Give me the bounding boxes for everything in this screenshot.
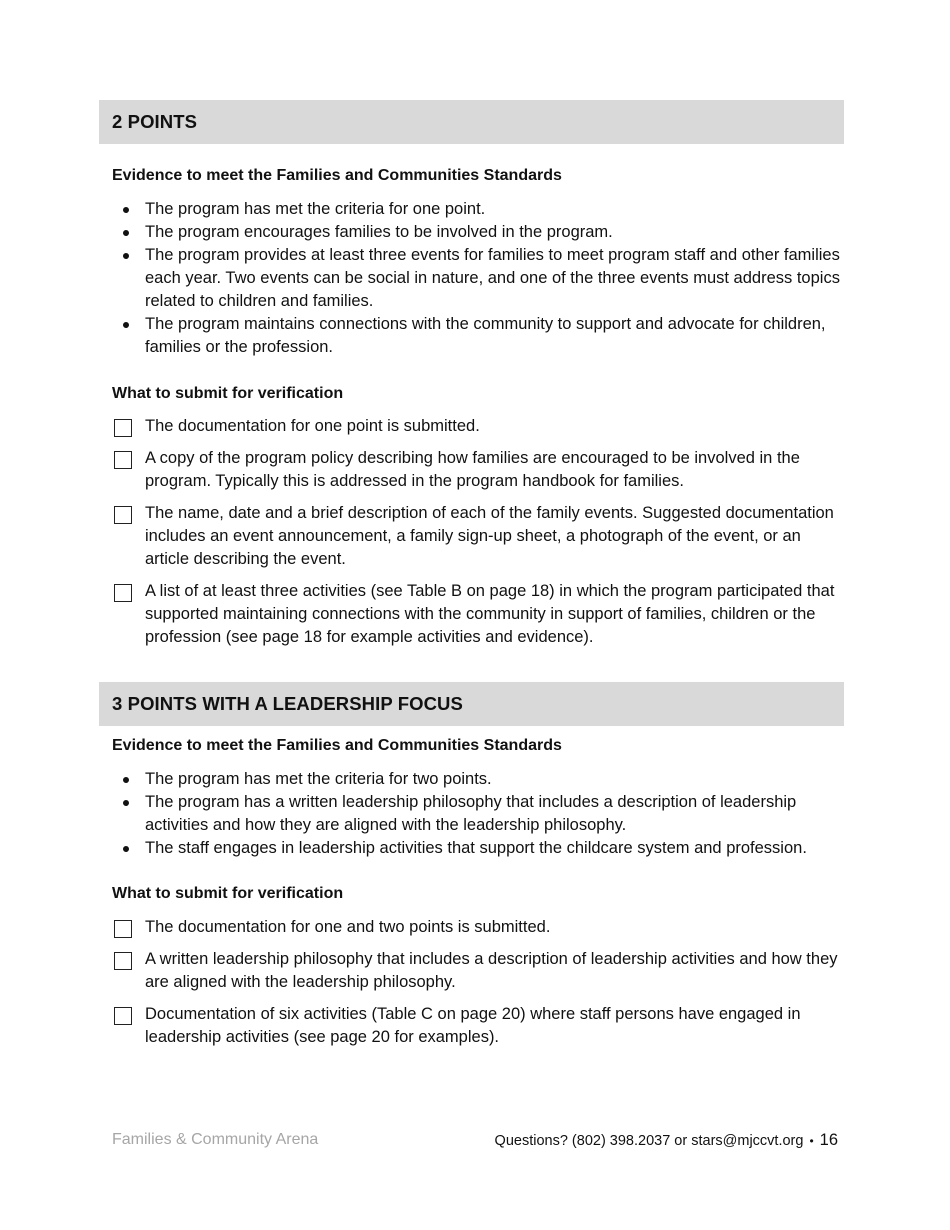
- checklist-item: [112, 948, 842, 994]
- checklist-item-text: The documentation for one and two points is submitted.: [145, 918, 551, 936]
- checklist-item-text: The name, date and a brief description of each of the family events. Suggested documentation includes an event announcement, a family sign-up sheet, a photograph of the event, or an article describing the event.: [145, 504, 834, 568]
- checklist-item: [112, 502, 842, 571]
- list-item: [112, 837, 842, 860]
- list-item-text: The program has a written leadership philosophy that includes a description of leadership activities and how they are aligned with the leadership philosophy.: [145, 793, 797, 834]
- list-item-text: The staff engages in leadership activities that support the childcare system and profession.: [145, 839, 807, 857]
- list-item: [112, 198, 842, 221]
- evidence-heading: Evidence to meet the Families and Communities Standards: [112, 167, 562, 184]
- checklist-item-text: A written leadership philosophy that includes a description of leadership activities and how they are aligned with the leadership philosophy.: [145, 950, 838, 991]
- list-item-text: The program encourages families to be involved in the program.: [145, 223, 613, 241]
- section-title: 2 POINTS: [112, 111, 198, 132]
- section-header-3-points: [99, 682, 844, 726]
- footer-contact-text: Questions? (802) 398.2037 or stars@mjccvt.org: [494, 1133, 804, 1149]
- checklist-item: [112, 447, 842, 493]
- checklist-item-text: A list of at least three activities (see Table B on page 18) in which the program participated that supported maintaining connections with the community in support of families, children or the profession (see page 18 for example activities and evidence).: [145, 582, 835, 646]
- bullet-icon: [123, 207, 129, 213]
- list-item: [112, 313, 842, 359]
- bullet-icon: [123, 777, 129, 783]
- footer-arena-label: Families & Community Arena: [112, 1131, 319, 1148]
- checklist-item: [112, 415, 842, 438]
- checkbox[interactable]: [114, 920, 132, 938]
- list-item-text: The program has met the criteria for one point.: [145, 200, 486, 218]
- bullet-icon: [123, 322, 129, 328]
- bullet-icon: [123, 230, 129, 236]
- checkbox[interactable]: [114, 584, 132, 602]
- footer-contact: [495, 1131, 838, 1150]
- checkbox[interactable]: [114, 1007, 132, 1025]
- list-item: [112, 791, 842, 837]
- footer-separator: •: [809, 1134, 814, 1148]
- page-number: 16: [819, 1131, 838, 1149]
- submit-heading: What to submit for verification: [112, 385, 344, 402]
- list-item: [112, 221, 842, 244]
- bullet-icon: [123, 846, 129, 852]
- submit-heading: What to submit for verification: [112, 885, 344, 902]
- section-title: 3 POINTS WITH A LEADERSHIP FOCUS: [112, 693, 463, 714]
- list-item-text: The program maintains connections with the community to support and advocate for children, families or the profession.: [145, 315, 826, 356]
- checklist-item-text: A copy of the program policy describing how families are encouraged to be involved in the program. Typically this is addressed in the program handbook for families.: [145, 449, 800, 490]
- checklist-item: [112, 916, 842, 939]
- checklist-item-text: Documentation of six activities (Table C on page 20) where staff persons have engaged in leadership activities (see page 20 for examples).: [145, 1005, 801, 1046]
- checklist-item: [112, 580, 842, 649]
- list-item: [112, 244, 842, 313]
- checkbox[interactable]: [114, 451, 132, 469]
- list-item: [112, 768, 842, 791]
- list-item-text: The program has met the criteria for two points.: [145, 770, 492, 788]
- evidence-heading: Evidence to meet the Families and Communities Standards: [112, 737, 562, 754]
- evidence-list: [112, 198, 842, 359]
- section-header-2-points: [99, 100, 844, 144]
- bullet-icon: [123, 800, 129, 806]
- submit-checklist: [112, 415, 842, 658]
- checkbox[interactable]: [114, 952, 132, 970]
- checklist-item-text: The documentation for one point is submitted.: [145, 417, 480, 435]
- list-item-text: The program provides at least three events for families to meet program staff and other families each year. Two events can be social in nature, and one of the three events must address topics related to children and families.: [145, 246, 840, 310]
- checkbox[interactable]: [114, 419, 132, 437]
- evidence-list: [112, 768, 842, 860]
- submit-checklist: [112, 916, 842, 1058]
- bullet-icon: [123, 253, 129, 259]
- checkbox[interactable]: [114, 506, 132, 524]
- checklist-item: [112, 1003, 842, 1049]
